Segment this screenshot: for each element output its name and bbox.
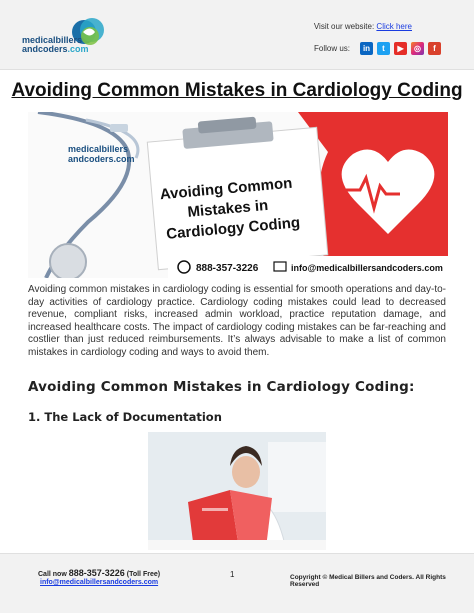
page-header [0, 0, 474, 70]
company-logo[interactable] [22, 12, 112, 60]
doctor-photo [148, 432, 326, 550]
subheading-documentation: 1. The Lack of Documentation [28, 410, 222, 424]
visit-website: Visit our website: Click here [313, 22, 412, 31]
page-footer [0, 553, 474, 613]
intro-paragraph: Avoiding common mistakes in cardiology coding is essential for smooth operations and day-to-day activities of cardiology practice. Cardiology coding mistakes could lead to decreased revenue, compliant risks, increased admin workload, practice reputation damage, and increased healthcare costs. The impact of cardiology coding mistakes can be far-reaching and costlier than just reduced reimbursements. It’s always advisable to make a list of common mistakes in cardiology coding and ways to avoid them. [28, 284, 446, 358]
hero-email: info@medicalbillersandcoders.com [291, 263, 443, 273]
footer-call: Call now 888-357-3226 (Toll Free) [38, 568, 161, 578]
logo-text: medicalbillers andcoders.com [22, 35, 89, 54]
hero-card-line1: Avoiding Common [159, 174, 293, 204]
instagram-icon[interactable]: ◎ [411, 42, 424, 55]
hero-card-line3: Cardiology Coding [165, 214, 301, 243]
hero-logo-line1: medicalbillers [68, 144, 129, 154]
follow-us: Follow us: in t ▶ ◎ f [314, 42, 441, 55]
hero-card-line2: Mistakes in [186, 196, 269, 221]
hero-phone: 888-357-3226 [196, 263, 259, 274]
footer-email-link[interactable]: info@medicalbillersandcoders.com [40, 579, 159, 586]
footer-phone[interactable]: 888-357-3226 [68, 568, 125, 578]
page-number: 1 [230, 570, 235, 579]
linkedin-icon[interactable]: in [360, 42, 373, 55]
page-title: Avoiding Common Mistakes in Cardiology Coding [11, 80, 463, 101]
click-here-link[interactable]: Click here [376, 22, 412, 31]
facebook-icon[interactable]: f [428, 42, 441, 55]
twitter-icon[interactable]: t [377, 42, 390, 55]
youtube-icon[interactable]: ▶ [394, 42, 407, 55]
hero-image [28, 112, 448, 278]
section-heading: Avoiding Common Mistakes in Cardiology Coding: [28, 379, 415, 395]
hero-logo-line2: andcoders.com [68, 154, 135, 164]
copyright-text: Copyright © Medical Billers and Coders. All Rights Reserved [290, 574, 446, 588]
